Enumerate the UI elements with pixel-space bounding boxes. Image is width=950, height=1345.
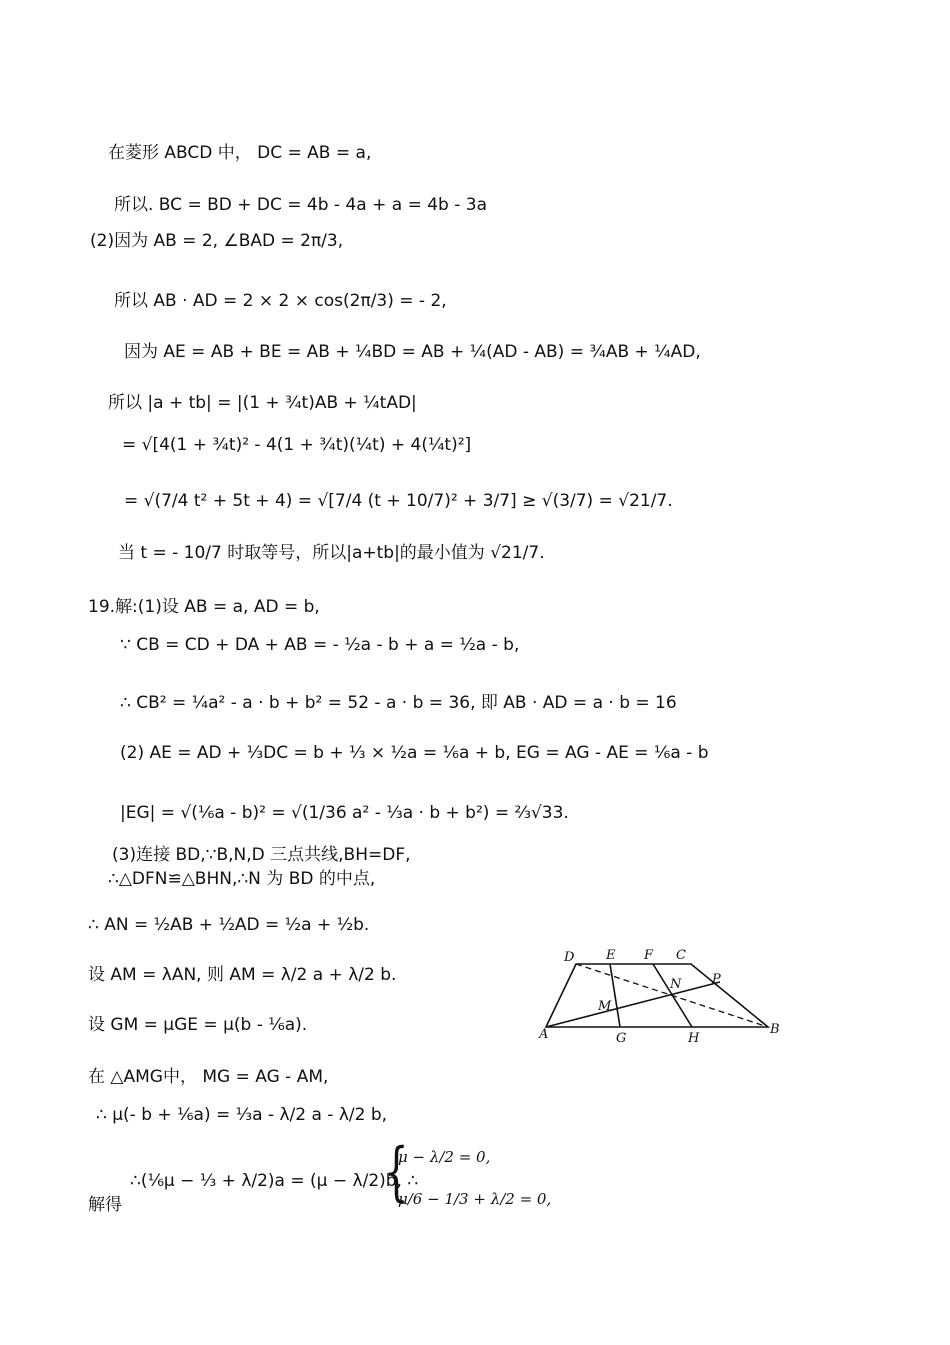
segment-BD-dashed [576, 964, 768, 1027]
text-line-15: (3)连接 BD,∵B,N,D 三点共线,BH=DF, [112, 845, 411, 865]
system-equation-2: μ/6 − 1/3 + λ/2 = 0, [398, 1190, 552, 1208]
text-line-14: |EG| = √(⅙a - b)² = √(1/36 a² - ⅓a · b + b²) = ⅔√33. [120, 803, 569, 823]
trapezoid-figure [530, 940, 790, 1050]
text-line-10: 19.解:(1)设 AB = a, AD = b, [88, 597, 320, 617]
text-line-13: (2) AE = AD + ⅓DC = b + ⅓ × ½a = ⅙a + b, EG = AG - AE = ⅙a - b [120, 743, 709, 763]
text-line-4: 所以 AB · AD = 2 × 2 × cos(2π/3) = - 2, [114, 291, 447, 311]
label-N: N [670, 977, 682, 992]
label-B: B [770, 1022, 780, 1037]
text-line-19: 设 GM = μGE = μ(b - ⅙a). [88, 1015, 308, 1035]
text-line-5: 因为 AE = AB + BE = AB + ¼BD = AB + ¼(AD - AB) = ¾AB + ¼AD, [124, 342, 701, 362]
text-line-1: 在菱形 ABCD 中， DC = AB = a, [108, 143, 372, 163]
text-line-3: (2)因为 AB = 2, ∠BAD = 2π/3, [90, 231, 344, 251]
text-line-21: ∴ μ(- b + ⅙a) = ⅓a - λ/2 a - λ/2 b, [96, 1105, 388, 1125]
label-H: H [688, 1031, 700, 1046]
text-line-9: 当 t = - 10/7 时取等号，所以|a+tb|的最小值为 √21/7. [118, 543, 545, 563]
text-line-8: = √(7/4 t² + 5t + 4) = √[7/4 (t + 10/7)² + 3/7] ≥ √(3/7) = √21/7. [124, 491, 673, 511]
label-M: M [598, 999, 612, 1014]
system-brace: { [384, 1135, 409, 1209]
text-line-12: ∴ CB² = ¼a² - a · b + b² = 52 - a · b = 36, 即 AB · AD = a · b = 16 [120, 693, 677, 713]
segment-AP [546, 982, 720, 1027]
text-line-18: 设 AM = λAN, 则 AM = λ/2 a + λ/2 b. [88, 965, 397, 985]
label-C: C [676, 948, 686, 963]
text-line-17: ∴ AN = ½AB + ½AD = ½a + ½b. [88, 915, 370, 935]
text-line-16: ∴△DFN≌△BHN,∴N 为 BD 的中点, [108, 869, 376, 889]
label-E: E [606, 948, 616, 963]
label-F: F [644, 948, 654, 963]
label-D: D [564, 950, 575, 965]
trapezoid-outline [546, 964, 768, 1027]
text-line-23: 解得 [88, 1195, 122, 1215]
text-line-22: ∴(⅙μ − ⅓ + λ/2)a = (μ − λ/2)b, ∴ [130, 1171, 419, 1191]
label-A: A [539, 1027, 549, 1042]
text-line-2: 所以. BC = BD + DC = 4b - 4a + a = 4b - 3a [114, 195, 487, 215]
label-P: P [712, 972, 721, 987]
text-line-7: = √[4(1 + ¾t)² - 4(1 + ¾t)(¼t) + 4(¼t)²] [122, 435, 472, 455]
segment-EG [610, 964, 620, 1027]
system-equation-1: μ − λ/2 = 0, [398, 1148, 491, 1166]
text-line-11: ∵ CB = CD + DA + AB = - ½a - b + a = ½a - b, [120, 635, 520, 655]
text-line-20: 在 △AMG中， MG = AG - AM, [88, 1067, 329, 1087]
text-line-6: 所以 |a + tb| = |(1 + ¾t)AB + ¼tAD| [108, 393, 417, 413]
label-G: G [616, 1031, 627, 1046]
